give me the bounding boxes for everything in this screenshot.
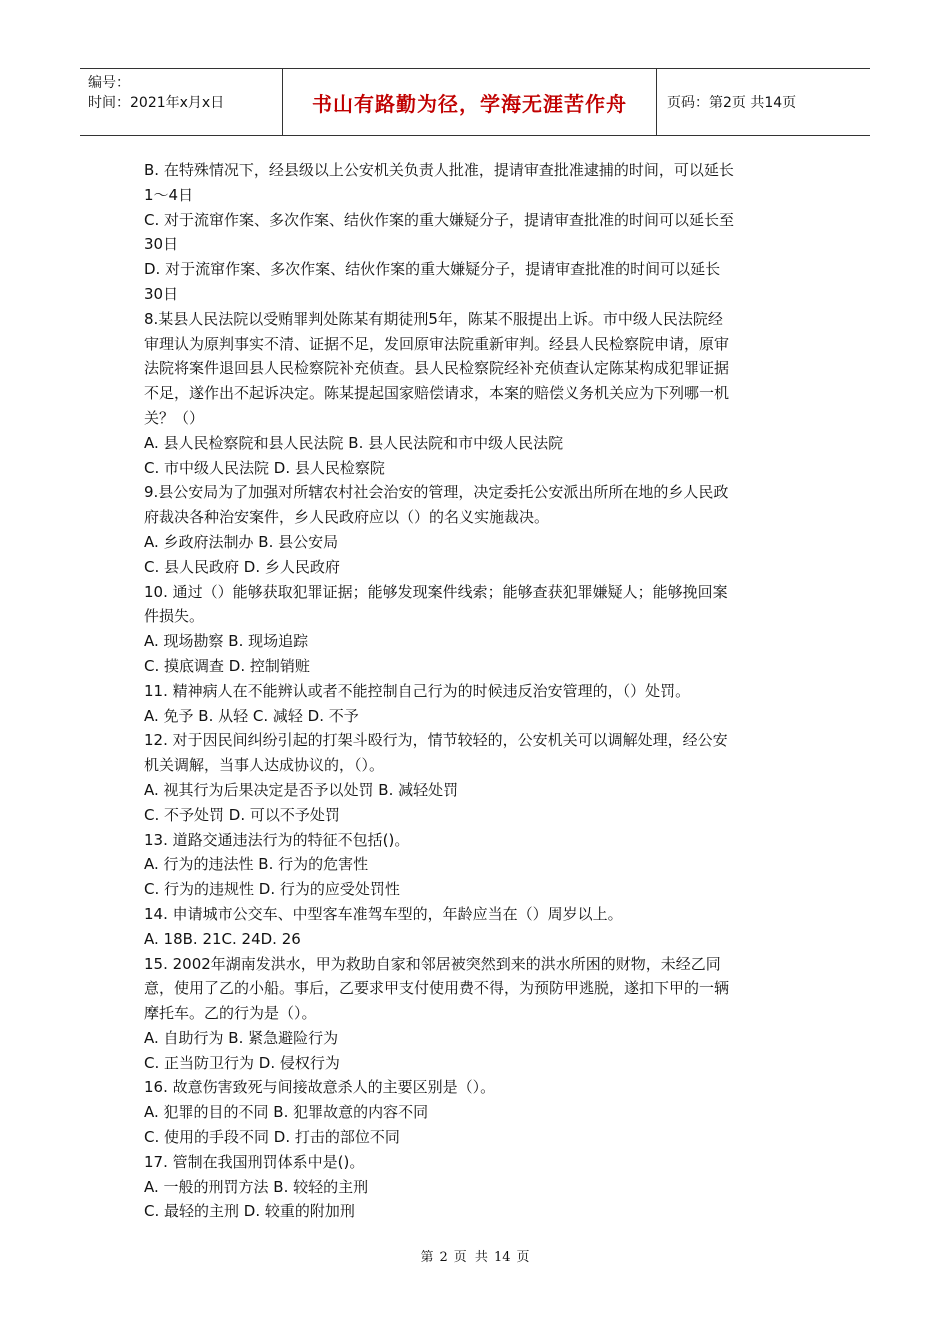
page-footer [0,1246,950,1265]
text-line: A. 现场勘察 B. 现场追踪 [144,632,309,651]
text-line: 11. 精神病人在不能辨认或者不能控制自己行为的时候违反治安管理的，（）处罚。 [144,681,691,700]
page-header [80,68,870,136]
footer-middle: 页 共 [453,1250,488,1265]
text-line: 意，使用了乙的小船。事后，乙要求甲支付使用费不得，为预防甲逃脱，遂扣下甲的一辆 [144,979,730,998]
header-page-number: 页码：第2页 共14页 [667,95,797,111]
header-motto: 书山有路勤为径，学海无涯苦作舟 [282,69,657,135]
text-line: 15. 2002年湖南发洪水，甲为救助自家和邻居被突然到来的洪水所困的财物，未经乙同 [144,954,721,973]
text-line: 法院将案件退回县人民检察院补充侦查。县人民检察院经补充侦查认定陈某构成犯罪证据 [144,359,730,378]
text-line: 不足，遂作出不起诉决定。陈某提起国家赔偿请求，本案的赔偿义务机关应为下列哪一机 [144,384,730,403]
text-line: C. 正当防卫行为 D. 侵权行为 [144,1053,340,1072]
text-line: 9.县公安局为了加强对所辖农村社会治安的管理，决定委托公安派出所所在地的乡人民政 [144,483,729,502]
text-line: C. 不予处罚 D. 可以不予处罚 [144,805,340,824]
text-line: 30日 [144,284,179,303]
text-line: 30日 [144,235,179,254]
text-line: C. 摸底调查 D. 控制销赃 [144,656,310,675]
text-line: A. 一般的刑罚方法 B. 较轻的主刑 [144,1177,369,1196]
text-line: A. 自助行为 B. 紧急避险行为 [144,1028,339,1047]
text-line: 关？（） [144,408,205,427]
text-line: A. 行为的违法性 B. 行为的危害性 [144,855,369,874]
text-line: C. 县人民政府 D. 乡人民政府 [144,557,340,576]
text-line: 10. 通过（）能够获取犯罪证据；能够发现案件线索；能够查获犯罪嫌疑人；能够挽回案 [144,582,728,601]
header-meta [80,69,282,135]
text-line: B. 在特殊情况下，经县级以上公安机关负责人批准，提请审查批准逮捕的时间，可以延长 [144,161,734,179]
footer-total: 14 [493,1250,511,1265]
question-body [144,158,808,1224]
text-line: 件损失。 [144,607,205,626]
text-line: 16. 故意伤害致死与间接故意杀人的主要区别是（）。 [144,1078,496,1097]
text-line: 审理认为原判事实不清、证据不足，发回原审法院重新审判。经县人民检察院申请，原审 [144,334,730,353]
text-line: A. 乡政府法制办 B. 县公安局 [144,532,339,551]
text-line: C. 对于流窜作案、多次作案、结伙作案的重大嫌疑分子，提请审查批准的时间可以延长至 [144,210,735,229]
document-time-label: 时间：2021年x月x日 [88,95,225,111]
footer-suffix: 页 [516,1250,530,1265]
text-line: A. 18B. 21C. 24D. 26 [144,929,301,948]
text-line: A. 犯罪的目的不同 B. 犯罪故意的内容不同 [144,1103,429,1122]
text-line: 摩托车。乙的行为是（）。 [144,1004,317,1023]
text-line: 12. 对于因民间纠纷引起的打架斗殴行为，情节较轻的，公安机关可以调解处理，经公安 [144,731,728,750]
text-line: 8.某县人民法院以受贿罪判处陈某有期徒刑5年，陈某不服提出上诉。市中级人民法院经 [144,309,723,328]
text-line: C. 行为的违规性 D. 行为的应受处罚性 [144,880,400,899]
text-line: 机关调解，当事人达成协议的，（）。 [144,756,385,775]
footer-page: 2 [439,1250,448,1265]
text-line: 13. 道路交通违法行为的特征不包括()。 [144,830,410,849]
text-line: 府裁决各种治安案件，乡人民政府应以（）的名义实施裁决。 [144,508,550,527]
text-line: 17. 管制在我国刑罚体系中是()。 [144,1152,365,1171]
text-line: A. 视其行为后果决定是否予以处罚 B. 减轻处罚 [144,780,459,799]
text-line: C. 市中级人民法院 D. 县人民检察院 [144,458,385,477]
text-line: A. 县人民检察院和县人民法院 B. 县人民法院和市中级人民法院 [144,433,564,452]
text-line: C. 使用的手段不同 D. 打击的部位不同 [144,1128,400,1147]
document-number-label: 编号： [88,75,130,91]
footer-prefix: 第 [420,1250,434,1265]
text-line: 14. 申请城市公交车、中型客车准驾车型的，年龄应当在（）周岁以上。 [144,904,623,923]
text-line: C. 最轻的主刑 D. 较重的附加刑 [144,1202,355,1221]
text-line: 1～4日 [144,185,194,204]
text-line: A. 免予 B. 从轻 C. 减轻 D. 不予 [144,706,359,725]
text-line: D. 对于流窜作案、多次作案、结伙作案的重大嫌疑分子，提请审查批准的时间可以延长 [144,260,721,279]
